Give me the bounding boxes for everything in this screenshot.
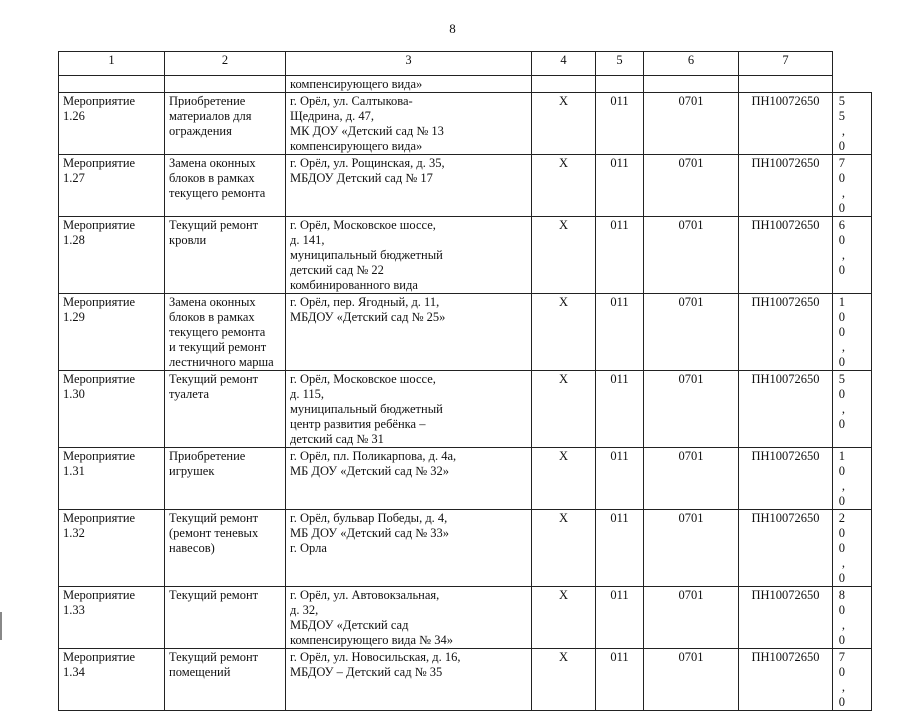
code-cell: 011 — [596, 510, 644, 587]
address-line: МК ДОУ «Детский сад № 13 — [290, 124, 444, 138]
cont-address — [286, 76, 532, 93]
work-description-line: Текущий ремонт — [169, 218, 259, 232]
table-row — [59, 294, 872, 371]
marker-cell: Х — [532, 217, 596, 294]
event-name-cell — [59, 371, 165, 448]
address-line: МБ ДОУ «Детский сад № 33» — [290, 526, 449, 540]
work-description-line: Текущий ремонт — [169, 511, 259, 525]
amount-cell: 10,0 — [833, 448, 872, 510]
section-cell: 0701 — [644, 217, 739, 294]
table-row — [59, 155, 872, 217]
amount-cell: 70,0 — [833, 649, 872, 711]
work-description-line: Приобретение — [169, 94, 246, 108]
work-description-line: навесов) — [169, 541, 215, 555]
work-description-line: помещений — [169, 665, 231, 679]
event-name-cell — [59, 448, 165, 510]
work-description-line: игрушек — [169, 464, 215, 478]
section-cell: 0701 — [644, 587, 739, 649]
target-code-cell: ПН10072650 — [739, 510, 833, 587]
event-name-line: 1.29 — [63, 310, 85, 324]
address-line: МБДОУ «Детский сад № 25» — [290, 310, 446, 324]
table-row — [59, 649, 872, 711]
event-name-line: 1.32 — [63, 526, 85, 540]
amount-cell: 200,0 — [833, 510, 872, 587]
column-header: 3 — [286, 52, 532, 76]
code-cell: 011 — [596, 448, 644, 510]
event-name-cell — [59, 93, 165, 155]
address-line: муниципальный бюджетный — [290, 402, 443, 416]
code-cell: 011 — [596, 587, 644, 649]
address-cell — [286, 93, 532, 155]
work-description-line: текущего ремонта — [169, 186, 266, 200]
marker-cell: Х — [532, 155, 596, 217]
target-code-cell: ПН10072650 — [739, 649, 833, 711]
code-cell: 011 — [596, 371, 644, 448]
work-description-line: материалов для — [169, 109, 252, 123]
event-name-line: 1.26 — [63, 109, 85, 123]
event-name-line: Мероприятие — [63, 650, 136, 664]
scan-edge-mark — [0, 612, 2, 640]
event-name-line: 1.31 — [63, 464, 85, 478]
target-code-cell: ПН10072650 — [739, 294, 833, 371]
target-code-cell: ПН10072650 — [739, 155, 833, 217]
event-name-cell — [59, 294, 165, 371]
address-line: компенсирующего вида № 34» — [290, 633, 453, 647]
page-number: 8 — [449, 21, 456, 36]
event-name-line: 1.34 — [63, 665, 85, 679]
work-description-cell — [165, 93, 286, 155]
event-name-line: Мероприятие — [63, 218, 136, 232]
work-description-line: Замена оконных — [169, 295, 256, 309]
address-line: г. Орёл, ул. Новосильская, д. 16, — [290, 650, 461, 664]
address-line: г. Орёл, бульвар Победы, д. 4, — [290, 511, 448, 525]
amount-cell: 50,0 — [833, 371, 872, 448]
work-description-line: текущего ремонта — [169, 325, 266, 339]
address-line: компенсирующего вида» — [290, 139, 423, 153]
work-description-cell — [165, 155, 286, 217]
work-description-cell — [165, 587, 286, 649]
code-cell: 011 — [596, 155, 644, 217]
address-line: г. Орёл, ул. Рощинская, д. 35, — [290, 156, 445, 170]
column-header: 4 — [532, 52, 596, 76]
address-cell — [286, 371, 532, 448]
code-cell: 011 — [596, 217, 644, 294]
event-name-cell — [59, 155, 165, 217]
amount-cell: 55,0 — [833, 93, 872, 155]
cont-cell — [165, 76, 286, 93]
code-cell: 011 — [596, 93, 644, 155]
work-description-line: блоков в рамках — [169, 310, 255, 324]
section-cell: 0701 — [644, 448, 739, 510]
event-name-line: Мероприятие — [63, 588, 136, 602]
cont-cell — [739, 76, 833, 93]
marker-cell: Х — [532, 93, 596, 155]
table-row — [59, 510, 872, 587]
target-code-cell: ПН10072650 — [739, 217, 833, 294]
continuation-row — [59, 76, 872, 93]
event-name-line: Мероприятие — [63, 156, 136, 170]
work-description-cell — [165, 371, 286, 448]
cont-cell — [59, 76, 165, 93]
address-cell — [286, 217, 532, 294]
target-code-cell: ПН10072650 — [739, 587, 833, 649]
table-row — [59, 217, 872, 294]
work-description-line: и текущий ремонт — [169, 340, 267, 354]
address-line: д. 115, — [290, 387, 325, 401]
target-code-cell: ПН10072650 — [739, 371, 833, 448]
event-name-line: 1.30 — [63, 387, 85, 401]
amount-cell: 80,0 — [833, 587, 872, 649]
marker-cell: Х — [532, 649, 596, 711]
section-cell: 0701 — [644, 510, 739, 587]
address-line: МБДОУ Детский сад № 17 — [290, 171, 433, 185]
marker-cell: Х — [532, 294, 596, 371]
address-line: д. 141, — [290, 233, 325, 247]
event-name-line: 1.27 — [63, 171, 85, 185]
cont-cell — [644, 76, 739, 93]
work-description-line: Текущий ремонт — [169, 372, 259, 386]
work-description-line: кровли — [169, 233, 207, 247]
address-line: г. Орёл, ул. Салтыкова- — [290, 94, 413, 108]
address-line: г. Орёл, ул. Автовокзальная, — [290, 588, 440, 602]
table-row — [59, 93, 872, 155]
address-line: Щедрина, д. 47, — [290, 109, 375, 123]
address-line: г. Орёл, Московское шоссе, — [290, 218, 436, 232]
event-name-cell — [59, 510, 165, 587]
section-cell: 0701 — [644, 371, 739, 448]
address-line: центр развития ребёнка – — [290, 417, 426, 431]
section-cell: 0701 — [644, 294, 739, 371]
address-line: комбинированного вида — [290, 278, 418, 292]
cont-cell — [532, 76, 596, 93]
address-cell — [286, 649, 532, 711]
event-name-line: Мероприятие — [63, 94, 136, 108]
address-cell — [286, 510, 532, 587]
code-cell: 011 — [596, 649, 644, 711]
code-cell: 011 — [596, 294, 644, 371]
amount-cell: 70,0 — [833, 155, 872, 217]
event-name-line: 1.28 — [63, 233, 85, 247]
target-code-cell: ПН10072650 — [739, 93, 833, 155]
marker-cell: Х — [532, 371, 596, 448]
address-cell — [286, 294, 532, 371]
work-description-cell — [165, 294, 286, 371]
budget-table — [58, 51, 872, 711]
header-row — [59, 52, 872, 76]
marker-cell: Х — [532, 448, 596, 510]
column-header: 2 — [165, 52, 286, 76]
event-name-line: Мероприятие — [63, 295, 136, 309]
table-row — [59, 587, 872, 649]
column-header: 1 — [59, 52, 165, 76]
cont-cell — [596, 76, 644, 93]
section-cell: 0701 — [644, 155, 739, 217]
address-line: г. Орла — [290, 541, 327, 555]
address-line: д. 32, — [290, 603, 319, 617]
work-description-line: Замена оконных — [169, 156, 256, 170]
work-description-line: блоков в рамках — [169, 171, 255, 185]
address-cell — [286, 587, 532, 649]
table-row — [59, 371, 872, 448]
address-line: детский сад № 31 — [290, 432, 384, 446]
work-description-cell — [165, 649, 286, 711]
address-line: компенсирующего вида» — [290, 77, 423, 91]
address-line: г. Орёл, Московское шоссе, — [290, 372, 436, 386]
column-header: 7 — [739, 52, 833, 76]
address-cell — [286, 155, 532, 217]
work-description-cell — [165, 217, 286, 294]
marker-cell: Х — [532, 510, 596, 587]
event-name-line: 1.33 — [63, 603, 85, 617]
amount-cell: 60,0 — [833, 217, 872, 294]
work-description-line: ограждения — [169, 124, 232, 138]
address-line: г. Орёл, пл. Поликарпова, д. 4а, — [290, 449, 457, 463]
event-name-line: Мероприятие — [63, 372, 136, 386]
event-name-cell — [59, 587, 165, 649]
work-description-line: туалета — [169, 387, 209, 401]
work-description-line: Текущий ремонт — [169, 588, 259, 602]
address-cell — [286, 448, 532, 510]
event-name-line: Мероприятие — [63, 511, 136, 525]
address-line: МБ ДОУ «Детский сад № 32» — [290, 464, 449, 478]
address-line: МБДОУ «Детский сад — [290, 618, 409, 632]
marker-cell: Х — [532, 587, 596, 649]
event-name-cell — [59, 217, 165, 294]
section-cell: 0701 — [644, 649, 739, 711]
target-code-cell: ПН10072650 — [739, 448, 833, 510]
work-description-line: Текущий ремонт — [169, 650, 259, 664]
work-description-cell — [165, 448, 286, 510]
event-name-line: Мероприятие — [63, 449, 136, 463]
work-description-line: Приобретение — [169, 449, 246, 463]
work-description-line: лестничного марша — [169, 355, 274, 369]
work-description-cell — [165, 510, 286, 587]
event-name-cell — [59, 649, 165, 711]
address-line: детский сад № 22 — [290, 263, 384, 277]
column-header: 6 — [644, 52, 739, 76]
section-cell: 0701 — [644, 93, 739, 155]
column-header: 5 — [596, 52, 644, 76]
work-description-line: (ремонт теневых — [169, 526, 259, 540]
address-line: г. Орёл, пер. Ягодный, д. 11, — [290, 295, 440, 309]
address-line: муниципальный бюджетный — [290, 248, 443, 262]
table-row — [59, 448, 872, 510]
amount-cell: 100,0 — [833, 294, 872, 371]
address-line: МБДОУ – Детский сад № 35 — [290, 665, 443, 679]
